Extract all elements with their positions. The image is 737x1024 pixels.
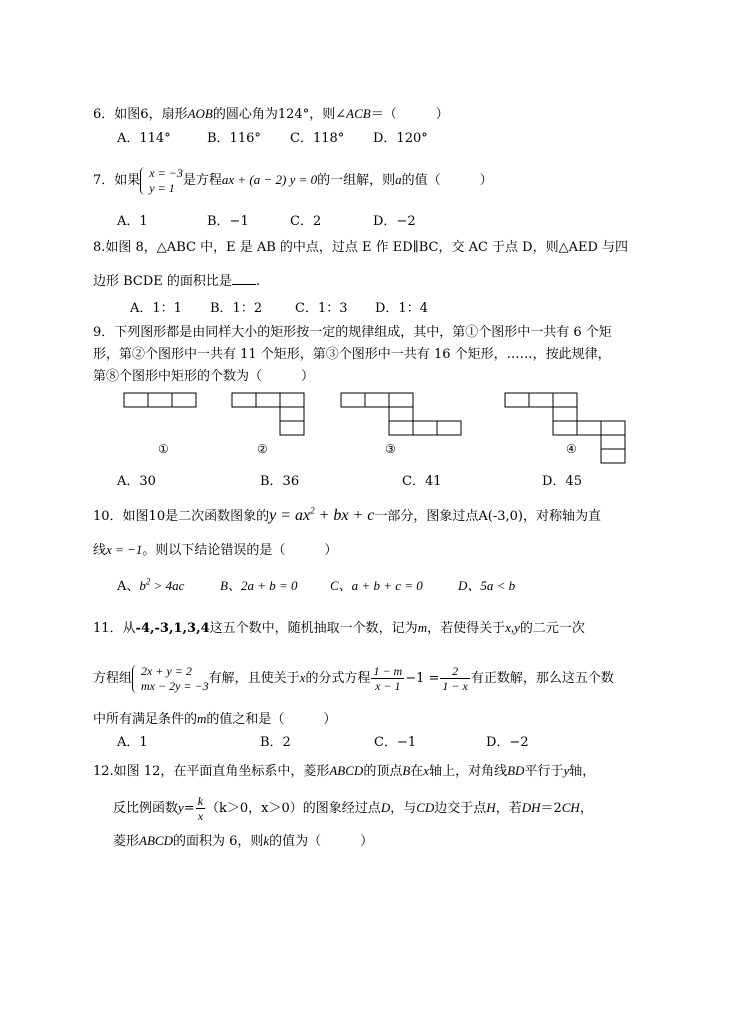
q9-figure-label-4: ④ bbox=[566, 442, 577, 456]
q7-option-b[interactable]: B．−1 bbox=[207, 214, 249, 229]
q8-option-c[interactable]: C．1：3 bbox=[295, 301, 348, 316]
q12-line-2: 反比例函数y= $\frac{k}{x}$ （k＞0，x＞0）的图象经过点D，与CD边交于点H，若DH＝2CH， bbox=[113, 794, 593, 823]
q8-line-1: 8.如图 8，△ABC 中，E 是 AB 的中点，过点 E 作 ED∥BC，交 AC 于点 D，则△AED 与四 bbox=[93, 240, 629, 255]
q7-option-a[interactable]: A．1 bbox=[117, 214, 148, 229]
q9-figure-4 bbox=[505, 393, 625, 463]
q11-option-a[interactable]: A．1 bbox=[117, 735, 148, 750]
q8-option-d[interactable]: D．1：4 bbox=[375, 301, 428, 316]
q7-option-c[interactable]: C．2 bbox=[290, 214, 322, 229]
q11-line-2: 方程组 2x + y = 2 mx − 2y = −3 有解，且使关于x的分式方程 $\frac{1 - m}{x - 1}$ −1 = $\frac{2}{1 - x}$ 有正数解，那么这五个数 bbox=[93, 663, 614, 693]
q11-fraction-1: $\frac{1 - m}{x - 1}$ bbox=[373, 664, 403, 693]
q9-figure-2 bbox=[232, 393, 304, 435]
q9-figure-label-2: ② bbox=[257, 442, 268, 456]
q6-number: 6． bbox=[93, 107, 115, 122]
q10-option-d[interactable]: D、5a < b bbox=[458, 578, 516, 593]
q9-figure-1 bbox=[124, 393, 196, 407]
q10-line-1: 10．如图10是二次函数图象的$y = ax^2$ + bx + c一部分，图象过点A(-3,0)，对称轴为直 bbox=[93, 505, 601, 524]
q9-figure-label-1: ① bbox=[158, 442, 169, 456]
q8-option-a[interactable]: A．1：1 bbox=[130, 301, 182, 316]
q12-fraction-k-over-x: $\frac{k}{x}$ bbox=[197, 794, 204, 823]
q12-line-3: 菱形ABCD的面积为 6，则k的值为（ ） bbox=[113, 833, 374, 849]
q11-equation-system: 2x + y = 2 mx − 2y = −3 bbox=[132, 664, 209, 694]
q6-option-c[interactable]: C．118° bbox=[290, 131, 345, 146]
q9-line-3: 第⑧个图形中矩形的个数为（ ） bbox=[93, 369, 315, 384]
q7-number: 7． bbox=[93, 173, 115, 188]
q10-option-a[interactable]: A、$b^2 > 4ac$ bbox=[117, 576, 185, 594]
q9-figure-label-3: ③ bbox=[385, 442, 396, 456]
q11-number-list: -4,-3,1,3,4 bbox=[135, 621, 210, 636]
q6-option-a[interactable]: A．114° bbox=[117, 131, 171, 146]
q11-line-3: 中所有满足条件的m的值之和是（ ） bbox=[93, 711, 337, 727]
q10-option-c[interactable]: C、a + b + c = 0 bbox=[330, 578, 423, 593]
q8-option-b[interactable]: B．1：2 bbox=[210, 301, 263, 316]
q9-line-2: 形，第②个图形中一共有 11 个矩形，第③个图形中一共有 16 个矩形，……，按此规律， bbox=[93, 347, 611, 362]
q10-function-formula: $y = ax^2$ + bx + c bbox=[269, 505, 375, 524]
q11-option-b[interactable]: B．2 bbox=[260, 735, 291, 750]
q7-option-d[interactable]: D．−2 bbox=[373, 214, 416, 229]
q9-option-d[interactable]: D．45 bbox=[542, 474, 582, 489]
q6-stem: 6．如图6，扇形AOB的圆心角为124°，则∠ACB＝（ ） bbox=[93, 106, 449, 122]
q7-equation-system: x = −3 y = 1 bbox=[140, 166, 183, 196]
q11-option-d[interactable]: D．−2 bbox=[486, 735, 529, 750]
q9-option-c[interactable]: C．41 bbox=[402, 474, 442, 489]
q10-line-2: 线x = −1。则以下结论错误的是（ ） bbox=[93, 542, 338, 558]
q9-option-b[interactable]: B．36 bbox=[260, 474, 300, 489]
q6-option-d[interactable]: D．120° bbox=[373, 131, 428, 146]
q8-line-2: 边形 BCDE 的面积比是 . bbox=[93, 274, 261, 289]
q6-option-b[interactable]: B．116° bbox=[207, 131, 261, 146]
q9-line-1: 9．下列图形都是由同样大小的矩形按一定的规律组成，其中，第①个图形中一共有 6 个矩 bbox=[93, 325, 612, 340]
q12-line-1: 12.如图 12，在平面直角坐标系中，菱形ABCD的顶点B在x轴上，对角线BD平行于y轴， bbox=[93, 763, 596, 779]
q9-figure-3 bbox=[341, 393, 461, 435]
q11-fraction-2: $\frac{2}{1 - x}$ bbox=[442, 664, 468, 693]
q11-line-1: 11．从-4,-3,1,3,4这五个数中，随机抽取一个数，记为m，若使得关于x,y的二元一次 bbox=[93, 620, 585, 636]
q7-stem: 7．如果 x = −3 y = 1 是方程ax + (a − 2) y = 0的一组解，则a的值（ ） bbox=[93, 165, 493, 195]
q10-option-b[interactable]: B、2a + b = 0 bbox=[220, 578, 298, 593]
q11-option-c[interactable]: C．−1 bbox=[374, 735, 417, 750]
q9-option-a[interactable]: A．30 bbox=[117, 474, 156, 489]
